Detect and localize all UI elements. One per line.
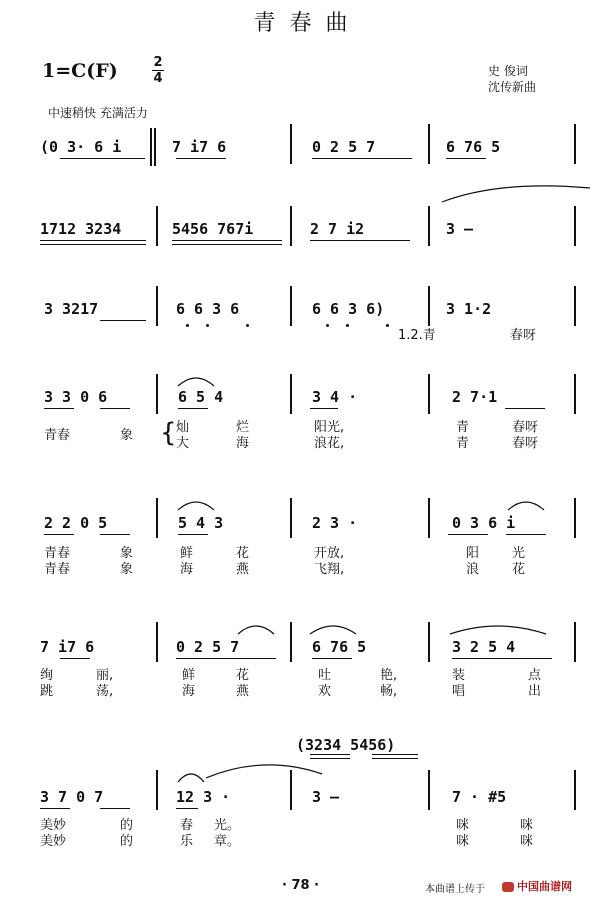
lyric: 的 xyxy=(120,834,134,849)
measure: 6 76 5 xyxy=(312,638,367,656)
lyric: 咪 xyxy=(456,818,470,833)
slur-mark xyxy=(176,498,216,512)
logo-icon xyxy=(502,882,514,892)
measure: 2 7·1 xyxy=(452,388,498,406)
lyric: 青春 xyxy=(44,428,71,443)
lyric: 青 xyxy=(456,436,470,451)
slur-mark xyxy=(448,622,548,636)
slur-mark xyxy=(204,760,324,780)
measure: 2 3 · xyxy=(312,514,358,532)
composer-credit: 沈传新曲 xyxy=(488,80,537,94)
lyric: 艳, xyxy=(380,668,398,683)
measure: 6 6 3 6 xyxy=(176,300,240,318)
lyric: 花 xyxy=(236,668,250,683)
slur-mark xyxy=(440,184,600,204)
lyric: 绚 xyxy=(40,668,54,683)
measure: 0 2 5 7 xyxy=(312,138,376,156)
lyric: 光 xyxy=(512,546,526,561)
lyric: 花 xyxy=(512,562,526,577)
measure: 5456 767i xyxy=(172,220,254,238)
measure: 1712 3234 xyxy=(40,220,122,238)
lyric: 大 xyxy=(176,436,190,451)
brace: { xyxy=(160,418,177,448)
lyric: 欢 xyxy=(318,684,332,699)
lyric: 春呀 xyxy=(512,436,539,451)
lyric: 吐 xyxy=(318,668,332,683)
lyric: 青春 xyxy=(44,546,71,561)
measure: 3 – xyxy=(446,220,474,238)
lyric: 鲜 xyxy=(182,668,196,683)
lyric: 荡, xyxy=(96,684,114,699)
upload-note: 本曲谱上传于 xyxy=(425,884,485,895)
lyric: 春呀 xyxy=(512,420,539,435)
lyric: 畅, xyxy=(380,684,398,699)
lyric: 海 xyxy=(180,562,194,577)
slur-mark xyxy=(176,770,206,784)
measure: 3 – xyxy=(312,788,340,806)
measure: 0 3 6 i xyxy=(452,514,516,532)
lyric: 象 xyxy=(120,546,134,561)
site-logo-text: 中国曲谱网 xyxy=(517,880,572,893)
measure: 3 3 0 6 xyxy=(44,388,108,406)
measure: 2 7 i2 xyxy=(310,220,365,238)
measure: 3 7 0 7 xyxy=(40,788,104,806)
measure: 7 i7 6 xyxy=(172,138,227,156)
lyric: 飞翔, xyxy=(314,562,345,577)
lyric: 咪 xyxy=(520,834,534,849)
time-top: 2 xyxy=(153,55,163,70)
time-signature xyxy=(152,56,164,85)
lyric: 开放, xyxy=(314,546,345,561)
key-signature: 1=C(F) xyxy=(42,60,118,82)
lyric: 美妙 xyxy=(40,834,67,849)
lyric: 青 xyxy=(456,420,470,435)
lyric: 丽, xyxy=(96,668,114,683)
lyric: 美妙 xyxy=(40,818,67,833)
lyric: 燕 xyxy=(236,562,250,577)
lyric: 光。 xyxy=(214,818,241,833)
measure: 2 2 0 5 xyxy=(44,514,108,532)
measure: 6 5 4 xyxy=(178,388,224,406)
measure: 7 · #5 xyxy=(452,788,507,806)
lyric: 章。 xyxy=(214,834,241,849)
lyric: 海 xyxy=(182,684,196,699)
interlude-prefix: (3234 5456) xyxy=(296,736,396,754)
slur-mark xyxy=(236,622,276,636)
measure: 3 1·2 xyxy=(446,300,492,318)
lyric: 燕 xyxy=(236,684,250,699)
lyric: 象 xyxy=(120,428,134,443)
lyric: 阳 xyxy=(466,546,480,561)
lyric: 浪花, xyxy=(314,436,345,451)
measure: 6 76 5 xyxy=(446,138,501,156)
lyric: 象 xyxy=(120,562,134,577)
lyric: 咪 xyxy=(456,834,470,849)
measure: 0 2 5 7 xyxy=(176,638,240,656)
measure: 12 3 · xyxy=(176,788,231,806)
lyric: 唱 xyxy=(452,684,466,699)
lyric: 海 xyxy=(236,436,250,451)
lyric: 乐 xyxy=(180,834,194,849)
lyric: 烂 xyxy=(236,420,250,435)
lyric: 鲜 xyxy=(180,546,194,561)
lyric: 阳光, xyxy=(314,420,345,435)
lyric: 装 xyxy=(452,668,466,683)
measure: 3 3217 xyxy=(44,300,99,318)
measure: 3 4 · xyxy=(312,388,358,406)
measure: 5 4 3 xyxy=(178,514,224,532)
tempo-marking: 中速稍快 充满活力 xyxy=(48,106,148,120)
lyric: 灿 xyxy=(176,420,190,435)
lyric: 点 xyxy=(528,668,542,683)
lyricist-credit: 史 俊词 xyxy=(488,64,528,78)
slur-mark xyxy=(176,374,216,388)
measure: 3 2 5 4 xyxy=(452,638,516,656)
lyric: 春 xyxy=(180,818,194,833)
lyric: 跳 xyxy=(40,684,54,699)
time-bottom: 4 xyxy=(153,71,163,86)
page-number: · 78 · xyxy=(282,878,320,893)
lyric: 春呀 xyxy=(510,328,537,343)
slur-mark xyxy=(506,498,546,512)
site-logo[interactable] xyxy=(502,878,572,894)
slur-mark xyxy=(308,622,358,636)
lyric: 青春 xyxy=(44,562,71,577)
measure: 6 6 3 6) xyxy=(312,300,385,318)
lyric: 浪 xyxy=(466,562,480,577)
lyric: 的 xyxy=(120,818,134,833)
measure: 7 i7 6 xyxy=(40,638,95,656)
lyric: 1.2.青 xyxy=(398,328,436,343)
song-title: 青春曲 xyxy=(253,11,362,36)
lyric: 咪 xyxy=(520,818,534,833)
lyric: 出 xyxy=(528,684,542,699)
lyric: 花 xyxy=(236,546,250,561)
measure: (0 3· 6 i xyxy=(40,138,122,156)
